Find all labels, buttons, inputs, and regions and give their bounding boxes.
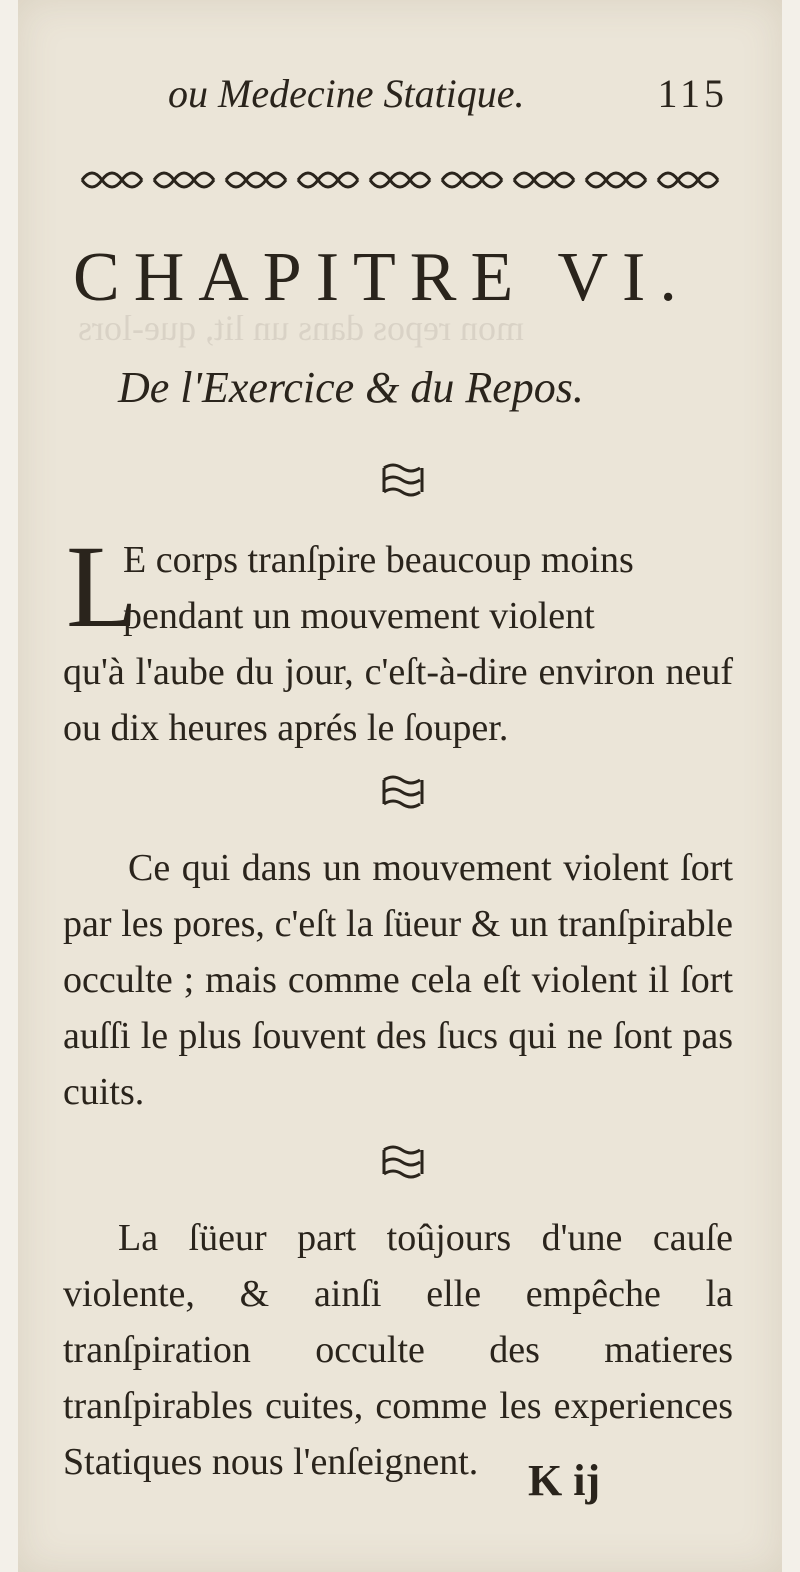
chapter-title: CHAPITRE VI. (73, 239, 691, 316)
paragraph-1-line-1: E corps tranſpire beaucoup moins (123, 539, 634, 581)
paragraph-3: La ſüeur part toûjours d'une cauſe violente, & ainſi elle empêche la tranſpiration occulte des matieres tranſpirables cuites, comme les experiences Statiques nous l'enſeignent. (63, 1217, 733, 1483)
book-page (18, 0, 782, 1572)
signature-mark: K ij (528, 1456, 601, 1505)
page-number: 115 (657, 71, 728, 116)
paragraph-1 (63, 532, 733, 756)
fleuron-ornament-1 (378, 460, 428, 500)
page-header (168, 70, 728, 130)
fleuron-ornament-3 (378, 1142, 428, 1182)
paragraph-1-rest: qu'à l'aube du jour, c'eſt-à-dire environ neuf ou dix heures aprés le ſouper. (63, 651, 733, 749)
paragraph-2: Ce qui dans un mouvement violent ſort par les pores, c'eſt la ſüeur & un tranſpirable occulte ; mais comme cela eſt violent il ſort auſſi le plus ſouvent des ſucs qui ne ſont pas cuits. (63, 847, 733, 1113)
drop-cap: L (66, 521, 139, 652)
paragraph-1-line-2: pendant un mouvement violent (123, 595, 595, 637)
running-title: ou Medecine Statique. (168, 71, 525, 116)
fleuron-ornament-2 (378, 772, 428, 812)
ornament-band (78, 160, 728, 200)
chapter-subtitle: De l'Exercice & du Repos. (118, 363, 584, 412)
show-through-text: mon repos dans un lit, que-lors (78, 308, 524, 348)
